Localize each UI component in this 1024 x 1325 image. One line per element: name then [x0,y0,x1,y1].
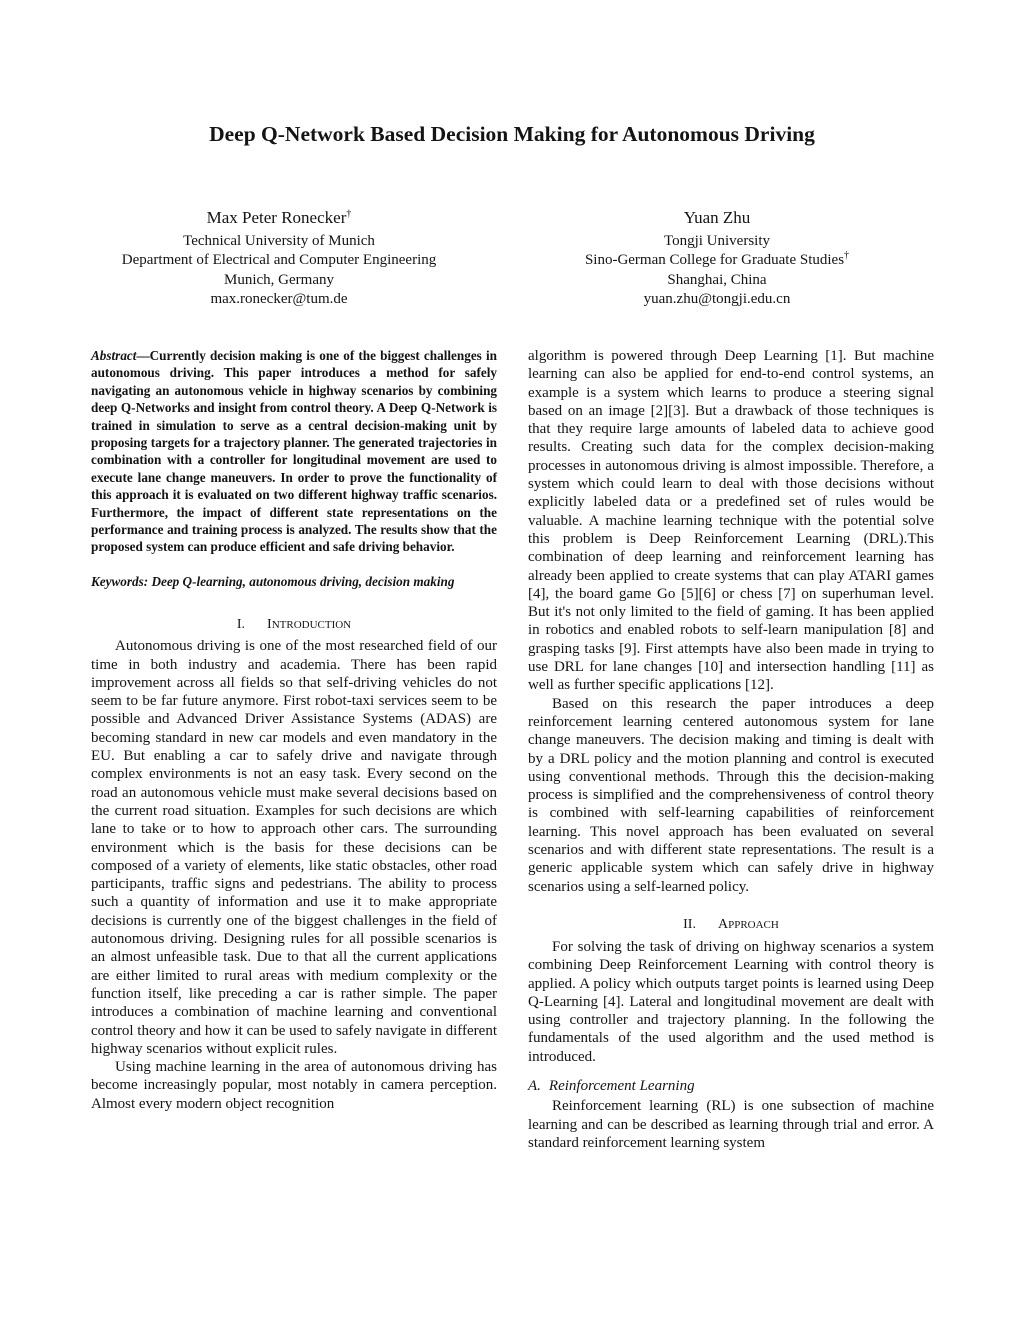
author-location: Shanghai, China [667,271,767,288]
subsection-heading [528,1077,934,1095]
left-column [91,347,497,1113]
author-email: max.ronecker@tum.de [210,290,348,307]
abstract-text: —Currently decision making is one of the biggest challenges in autonomous driving. This paper introduces a method for safely navigating an autonomous vehicle in highway scenarios by combining deep Q-Networks and insight from control theory. A Deep Q-Network is trained in simulation to serve as a central decision-making unit by proposing targets for a trajectory planner. The generated trajectories in combination with a controller for longitudinal movement are used to execute lane change maneuvers. In order to prove the functionality of this approach it is evaluated on two different highway traffic scenarios. Furthermore, the impact of different state representations on the performance and training process is analyzed. The results show that the proposed system can produce efficient and safe driving behavior. [91,348,497,555]
author-name: Max Peter Ronecker† [206,208,352,227]
right-column [528,347,934,1152]
author-location: Munich, Germany [224,271,334,288]
paragraph: Autonomous driving is one of the most researched field of our time in both industry and academia. There has been rapid improvement across all fields so that self-driving vehicles do not seem to be far future anymore. First robot-taxi services seem to be possible and Advanced Driver Assistance Systems (ADAS) are becoming standard in new car models and even mandatory in the EU. But enabling a car to safely drive and navigate through complex environments is not an easy task. Every second on the road an autonomous vehicle must make several decisions based on the current road situation. Examples for such decisions are which lane to take or to how to approach other cars. The surrounding environment which is the basis for these decisions can be composed of a variety of elements, like static obstacles, other road participants, traffic signs and pedestrians. The ability to process such a quantity of information and use it to make appropriate decisions is currently one of the biggest challenges in the field of autonomous driving. Designing rules for all possible scenarios is an almost unfeasible task. Due to that all the current applications are either limited to rural areas with medium complexity or the function itself, like preceding a car is rather simple. The paper introduces a combination of machine learning and conventional control theory and how it can be used to safely navigate in different highway scenarios without explicit rules. [91,638,497,1057]
author-email: yuan.zhu@tongji.edu.cn [643,290,791,307]
subsection-letter: A. [528,1077,541,1094]
section-number: II. [683,916,696,932]
author-name: Yuan Zhu [683,208,751,227]
keywords: Keywords: Deep Q-learning, autonomous driving, decision making [91,573,455,589]
author-block-1 [59,206,499,309]
author-block-2 [497,206,937,309]
paper-title: Deep Q-Network Based Decision Making for Autonomous Driving [209,122,815,146]
paragraph: For solving the task of driving on highway scenarios a system combining Deep Reinforcement Learning with control theory is applied. A policy which outputs target points is learned using Deep Q-Learning [4]. Lateral and longitudinal movement are dealt with using controller and trajectory planning. In the following the fundamentals of the used algorithm and the used method is introduced. [528,938,934,1065]
section-heading-approach [528,916,934,934]
section-number: I. [236,617,246,633]
section-title-rest: PPROACH [728,918,779,931]
section-title-initial: I [267,617,272,633]
author-department: Department of Electrical and Computer Engineering [121,252,437,269]
paragraph: Reinforcement learning (RL) is one subsection of machine learning and can be described as learning through trial and error. A standard reinforcement learning system [528,1098,934,1151]
dagger-mark: † [346,208,352,220]
author-affiliation: Technical University of Munich [183,233,375,249]
author-affiliation: Tongji University [663,233,771,249]
abstract [91,347,497,556]
section-title-initial: A [717,916,729,932]
dagger-mark: † [844,250,850,262]
paragraph: algorithm is powered through Deep Learning [1]. But machine learning can also be applied for end-to-end control systems, an example is a system which learns to produce a steering signal based on an image [2][3]. But a drawback of those techniques is that they require large amounts of labeled data to achieve good results. Creating such data for the complex decision-making processes in autonomous driving is almost impossible. Therefore, a system which could learn to deal with those decisions without explicitly labeled data or a predefined set of rules would be valuable. A machine learning technique with the potential solve this problem is Deep Reinforcement Learning (DRL).This combination of deep learning and reinforcement learning has already been applied to create systems that can play ATARI games [4], the board game Go [5][6] or chess [7] on superhuman level. But it's not only limited to the field of gaming. It has been applied in robotics and enabled robots to self-learn manipulation [8] and grasping tasks [9]. First attempts have also been made in trying to use DRL for lane changes [10] and intersection handling [11] as well as further specific applications [12]. [528,348,934,694]
section-title-rest: NTRODUCTION [271,619,352,632]
section-heading-introduction [91,616,497,634]
paragraph: Using machine learning in the area of autonomous driving has become increasingly popular, most notably in camera perception. Almost every modern object recognition [91,1059,497,1112]
subsection-title: Reinforcement Learning [548,1077,695,1094]
abstract-label: Abstract [91,348,137,363]
paragraph: Based on this research the paper introduces a deep reinforcement learning centered autonomous system for lane change maneuvers. The decision making and timing is dealt with by a DRL policy and the motion planning and control is executed using conventional methods. Through this the decision-making process is simplified and the comprehensiveness of control theory is combined with self-learning capabilities of reinforcement learning. This novel approach has been evaluated on several scenarios and with different state representations. The result is a generic applicable system which can safely drive in highway scenarios using a self-learned policy. [528,695,934,895]
author-department: Sino-German College for Graduate Studies† [584,250,850,269]
